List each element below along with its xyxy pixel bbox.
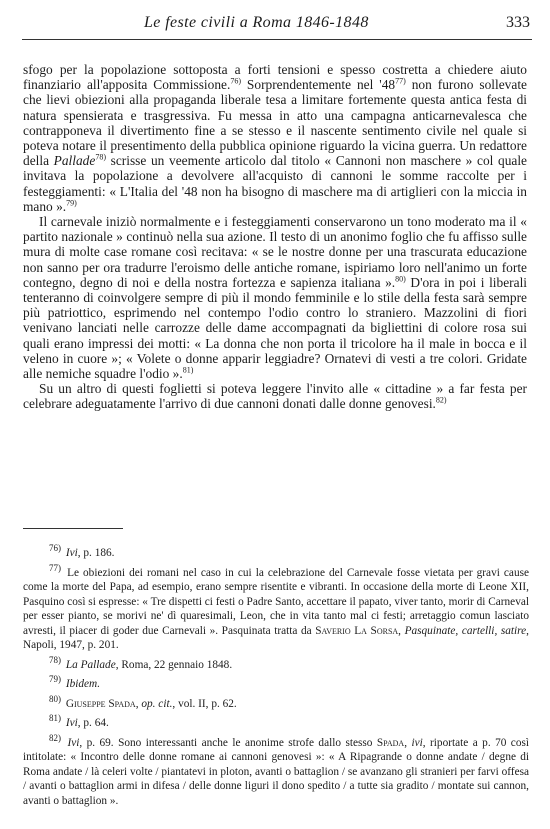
- paragraph-1: sfogo per la popolazione sottoposta a forti tensioni e spesso costretta a chiedere aiuto finanziario all'apposita Commissione.$^{76)}$ Sorprendentemente nel '48$^{77)}$ non furono sollevate che lievi obiezioni alla propaganda liberale tesa a limitare fortemente questa antica festa di natura spensierata e trasgressiva. Fu messa in atto una campagna anticarnevalesca che contrapponeva il divertimento fine a se stesso e il nascente sentimento civile nel quale si poteva notare il presentimento della pubblica opinione riguardo la vicina guerra. Un redattore della Pallade$^{78)}$ scrisse un veemente articolo dal titolo « Cannoni non maschere » col quale invitava la popolazione a devolvere all'acquisto di cannoni le somme raccolte per i festeggiamenti: « L'Italia del '48 non ha bisogno di maschere ma di artiglieri con la miccia in mano ».$^{79)}$: [23, 62, 527, 214]
- paragraph-3: Su un altro di questi foglietti si poteva leggere l'invito alle « cittadine » a far festa per celebrare adeguatamente l'arrivo di due cannoni donati dalle donne genovesi.$^{82)}$: [23, 381, 527, 412]
- header-rule: [22, 39, 532, 40]
- footnote-80: $^{80)}$ Giuseppe Spada, op. cit., vol. II, p. 62.: [49, 693, 237, 710]
- footnote-ref-81: 81): [182, 365, 194, 375]
- footnote-rule: [23, 528, 123, 529]
- running-title: Le feste civili a Roma 1846-1848: [144, 14, 369, 31]
- paragraph-2: Il carnevale iniziò normalmente e i festeggiamenti conservarono un tono moderato ma il « partito nazionale » continuò nella sua azione. Il testo di un anonimo foglio che fu affisso sulle mura di molte case romane così recitava: « se le nostre donne per una trascurata educazione non sanno per ora tradurre l'eroismo delle antiche romane, ispiriamo loro nell'animo un forte contegno, degno di noi e della nostra fortezza e sapienza italiana ».$^{80)}$ D'ora in poi i liberali tenteranno di coinvolgere sempre di più il mondo femminile e lo stile della festa sarà sempre più patriottico, esprimendo nel contempo l'odio contro lo straniero. Mazzolini di fiori venivano lanciati nelle carrozze delle dame accompagnati da bigliettini di colore rosa sui quali erano impressi dei motti: « La donna che non porta il tricolore ha il male in bocca e il veleno in cuore »; « Volete o donne apparir leggiadre? Ornatevi di vesti a tre colori. Gridate alle nemiche squadre l'odio ».$^{81)}$: [23, 214, 528, 382]
- footnote-76: $^{76)}$ Ivi, p. 186.: [49, 543, 115, 559]
- footnote-79: $^{79)}$ Ibidem.: [49, 674, 101, 690]
- footnotes: [23, 543, 529, 808]
- footnote-81: $^{81)}$ Ivi, p. 64.: [49, 713, 109, 729]
- footnote-ref-79: 79): [66, 198, 77, 208]
- footnote-78: $^{78)}$ La Pallade, Roma, 22 gennaio 1848.: [49, 654, 233, 671]
- footnote-82: $^{82)}$ Ivi, p. 69. Sono interessanti anche le anonime strofe dallo stesso Spada, ivi, riportate a p. 70 così intitolate: « Incontro delle donne romane ai cannoni genovesi »: « A Ripagrande o donne andate / degne di Roma andate / là celeri volte / piantatevi in ploton, avanti o battaglion / se avanzano gli stranieri per farvi offesa / avanti o battaglion armi in difesa / delle donne liguri il dono spedito / a tutte sia gradito / montate sui cannon, avanti o battaglion ».: [23, 732, 529, 807]
- running-header: [22, 14, 530, 36]
- footnote-ref-77: 77): [395, 76, 406, 86]
- footnote-77: $^{77)}$ Le obiezioni dei romani nel caso in cui la celebrazione del Carnevale fosse vietata per gravi cause come la morte del Papa, ad esempio, erano sempre risentite e vibranti. In occasione della morte di Leone XII, Pasquino così si espresse: « Tre dispetti ci festi o Padre Santo, accettare il papato, viver tanto, morir di Carneval per esser pianto, se morivi ne' dì quaresimali, Leon, che in vita tanto mal ci festi; arretaggio comun lasciato avresti, il piacer di goder due Carnevali ». Pasquinata tratta da Saverio La Sorsa, Pasquinate, cartelli, satire, Napoli, 1947, p. 201.: [23, 562, 529, 651]
- page-number: 333: [506, 14, 530, 31]
- footnote-ref-76: 76): [230, 76, 241, 86]
- footnote-ref-78: 78): [95, 152, 106, 162]
- footnote-ref-80: 80): [395, 274, 406, 284]
- main-text: [23, 62, 527, 412]
- footnote-ref-82: 82): [435, 396, 447, 405]
